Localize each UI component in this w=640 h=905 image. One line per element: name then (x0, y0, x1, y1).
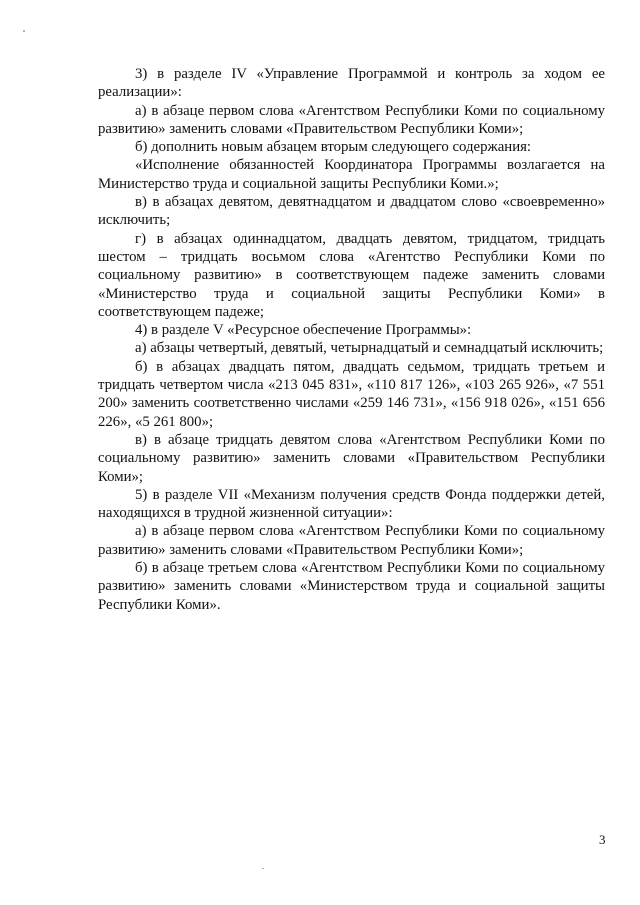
paragraph-iv-b-quote: «Исполнение обязанностей Координатора Программы возлагается на Министерство труда и социальной защиты Республики Коми.»; (98, 157, 605, 192)
paragraph-iv-a: а) в абзаце первом слова «Агентством Республики Коми по социальному развитию» заменить словами «Правительством Республики Коми»; (98, 102, 605, 137)
paragraph-vii-a: а) в абзаце первом слова «Агентством Республики Коми по социальному развитию» заменить словами «Правительством Республики Коми»; (98, 523, 605, 558)
paragraph-section-v: 4) в разделе V «Ресурсное обеспечение Программы»: (135, 322, 472, 339)
page-number: 3 (599, 832, 606, 847)
document-body (98, 65, 605, 614)
paragraph-v-v: в) в абзаце тридцать девятом слова «Агентством Республики Коми по социальному развитию» заменить словами «Правительством Республики Коми»; (98, 431, 605, 485)
paragraph-vii-b: б) в абзаце третьем слова «Агентством Республики Коми по социальному развитию» заменить словами «Министерством труда и социальной защиты Республики Коми». (98, 560, 605, 613)
scan-speck (262, 868, 264, 869)
paragraph-section-vii: 5) в разделе VII «Механизм получения средств Фонда поддержки детей, находящихся в трудной жизненной ситуации»: (98, 486, 605, 522)
scan-speck (23, 30, 25, 32)
paragraph-iv-b: б) дополнить новым абзацем вторым следующего содержания: (135, 139, 532, 156)
paragraph-v-b: б) в абзацах двадцать пятом, двадцать седьмом, тридцать третьем и тридцать четвертом числа «213 045 831», «110 817 126», «103 265 926», «7 551 200» заменить соответственно числами «259 146 731», «156 918 026», «151 656 226», «5 261 800»; (98, 358, 605, 430)
paragraph-iv-v: в) в абзацах девятом, девятнадцатом и двадцатом слово «своевременно» исключить; (98, 194, 605, 229)
paragraph-v-a: а) абзацы четвертый, девятый, четырнадцатый и семнадцатый исключить; (135, 340, 604, 357)
paragraph-section-iv: 3) в разделе IV «Управление Программой и контроль за ходом ее реализации»: (98, 66, 605, 101)
paragraph-iv-g: г) в абзацах одиннадцатом, двадцать девятом, тридцатом, тридцать шестом – тридцать восьмом слова «Агентство Республики Коми по социальному развитию» в соответствующем падеже заменить словами «Министерство труда и социальной защиты Республики Коми» в соответствующем падеже; (98, 230, 605, 320)
